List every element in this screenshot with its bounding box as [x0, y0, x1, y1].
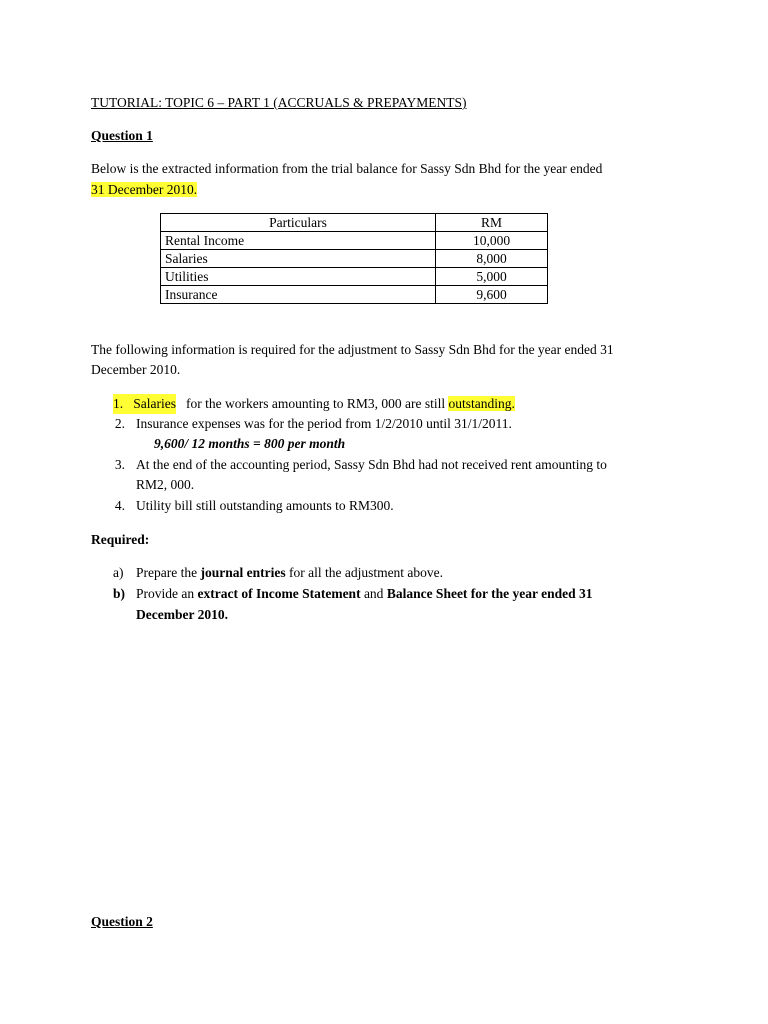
list-number: 4. — [114, 498, 125, 513]
req-a-pre: Prepare the — [136, 565, 201, 580]
intro-line-2 — [91, 180, 197, 200]
table-row — [161, 268, 548, 286]
intro-line-1: Below is the extracted information from the trial balance for Sassy Sdn Bhd for the year ended — [91, 161, 603, 176]
trial-balance-table — [160, 213, 548, 304]
req-b-line-2: December 2010. — [136, 607, 228, 622]
insurance-calculation-note: 9,600/ 12 months = 800 per month — [154, 436, 346, 451]
salaries-highlight: Salaries — [133, 396, 176, 411]
row-value: 5,000 — [436, 268, 548, 286]
question-2-heading: Question 2 — [91, 914, 153, 929]
row-value: 10,000 — [436, 232, 548, 250]
list-number: 1. — [113, 396, 124, 411]
adjustment-line-1: The following information is required for the adjustment to Sassy Sdn Bhd for the year ended 31 — [91, 342, 614, 357]
page-title: TUTORIAL: TOPIC 6 – PART 1 (ACCRUALS & PREPAYMENTS) — [91, 95, 467, 110]
row-value: 8,000 — [436, 250, 548, 268]
highlight-date: 31 December 2010. — [91, 182, 198, 197]
req-b-bold-1: extract of Income Statement — [197, 586, 361, 601]
row-label: Insurance — [161, 286, 436, 304]
adjustment-line-2: December 2010. — [91, 362, 181, 377]
row-label: Salaries — [161, 250, 436, 268]
req-b-mid: and — [360, 586, 387, 601]
row-value: 9,600 — [436, 286, 548, 304]
req-b-text — [136, 584, 593, 604]
question-1-heading: Question 1 — [91, 128, 153, 143]
header-rm: RM — [436, 214, 548, 232]
req-b-bold-2: Balance Sheet for the year ended 31 — [386, 586, 593, 601]
table-header-row — [161, 214, 548, 232]
list-item-1 — [113, 394, 176, 414]
list-item-3-line-1: At the end of the accounting period, Sassy Sdn Bhd had not received rent amounting to — [136, 457, 607, 472]
list-item-3-line-2: RM2, 000. — [136, 477, 195, 492]
row-label: Utilities — [161, 268, 436, 286]
table-row — [161, 286, 548, 304]
list-number: 2. — [114, 416, 125, 431]
list-item-1-mid: for the workers amounting to RM3, 000 are still — [186, 396, 449, 411]
header-particulars: Particulars — [161, 214, 436, 232]
req-a-bold: journal entries — [200, 565, 286, 580]
table-row — [161, 250, 548, 268]
req-a-label: a) — [113, 565, 124, 580]
req-a-text — [136, 563, 443, 583]
required-label: Required: — [91, 532, 150, 547]
list-number: 3. — [114, 457, 125, 472]
list-item-1-text — [186, 394, 515, 414]
req-b-pre: Provide an — [136, 586, 198, 601]
outstanding-highlight: outstanding. — [448, 396, 515, 411]
req-a-post: for all the adjustment above. — [285, 565, 444, 580]
list-item-4: Utility bill still outstanding amounts to RM300. — [136, 498, 394, 513]
list-item-2: Insurance expenses was for the period from 1/2/2010 until 31/1/2011. — [136, 416, 512, 431]
req-b-label: b) — [113, 586, 126, 601]
table-row — [161, 232, 548, 250]
row-label: Rental Income — [161, 232, 436, 250]
